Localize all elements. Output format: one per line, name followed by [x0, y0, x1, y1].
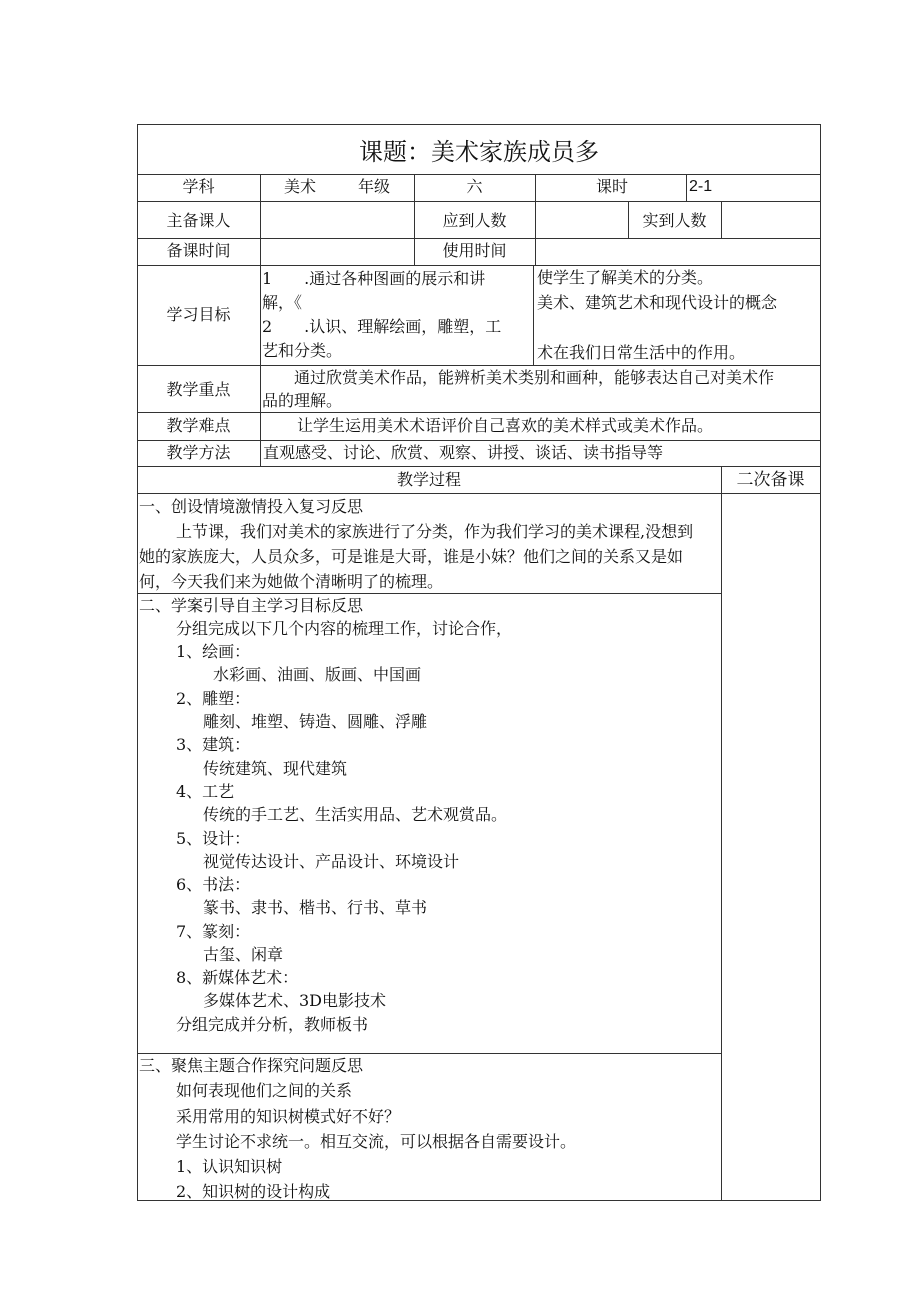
- col-line: [535, 174, 536, 265]
- col-line: [721, 201, 722, 238]
- methods-label: 教学方法: [166, 443, 231, 462]
- period-label: 课时: [596, 177, 629, 196]
- subject-value: 美术: [284, 177, 317, 196]
- objectives-left: [262, 267, 532, 363]
- grade-label: 年级: [358, 177, 391, 196]
- difficulties-label: 教学难点: [166, 416, 231, 435]
- section-line: [137, 1053, 721, 1054]
- section1-line: 上节课，我们对美术的家族进行了分类，作为我们学习的美术课程,没想到: [176, 522, 694, 541]
- section2-item-detail: 篆书、隶书、楷书、行书、草书: [203, 898, 428, 917]
- row-line: [137, 265, 821, 266]
- key-points-label: 教学重点: [166, 380, 231, 399]
- section2-item-head: 8、新媒体艺术：: [176, 968, 299, 987]
- row-line: [137, 238, 821, 239]
- objective-line: 术在我们日常生活中的作用。: [537, 343, 746, 362]
- second-prep-header: 二次备课: [736, 470, 805, 490]
- section-line: [137, 593, 721, 594]
- col-line: [533, 265, 534, 365]
- objective-line: 1 .通过各种图画的展示和讲: [262, 269, 486, 288]
- period-value: 2-1: [689, 178, 713, 195]
- section3-line: 如何表现他们之间的关系: [176, 1081, 353, 1100]
- row-line: [137, 201, 821, 202]
- prep-time-label: 备课时间: [166, 241, 231, 260]
- objective-line: 使学生了解美术的分类。: [537, 268, 714, 287]
- objective-line: 2 .认识、理解绘画，雕塑，工: [262, 317, 502, 336]
- section1-line: 何，今天我们来为她做个清晰明了的梳理。: [139, 572, 444, 591]
- preparer-label: 主备课人: [166, 211, 231, 230]
- section2-item-detail: 雕刻、堆塑、铸造、圆雕、浮雕: [203, 712, 428, 731]
- row-line: [137, 412, 821, 413]
- key-points-line: 通过欣赏美术作品，能辨析美术类别和画种，能够表达自己对美术作: [294, 368, 775, 387]
- section1-line: 她的家族庞大，人员众多，可是谁是大哥，谁是小妹？他们之间的关系又是如: [139, 547, 684, 566]
- section2-item-head: 5、设计：: [176, 829, 251, 848]
- section2-item-detail: 传统建筑、现代建筑: [203, 759, 348, 778]
- section2-item-head: 4、工艺: [176, 782, 235, 801]
- section2-item-detail: 古玺、闲章: [203, 945, 284, 964]
- objective-line: 艺和分类。: [262, 341, 343, 360]
- page-title: 课题：美术家族成员多: [359, 138, 599, 166]
- section2-item-detail: 水彩画、油画、版画、中国画: [213, 665, 422, 684]
- grade-value: 六: [466, 177, 483, 196]
- section2-item-head: 2、雕塑：: [176, 689, 251, 708]
- section2-item-detail: 多媒体艺术、3D电影技术: [203, 991, 387, 1010]
- row-line: [137, 466, 821, 467]
- section3-line: 1、认识知识树: [176, 1157, 283, 1176]
- objective-line: 解，《: [262, 293, 303, 312]
- table-border-top: [137, 124, 821, 125]
- col-line: [721, 466, 722, 1201]
- section2-item-detail: 传统的手工艺、生活实用品、艺术观赏品。: [203, 805, 508, 824]
- section2-item-head: 6、书法：: [176, 875, 251, 894]
- section2-item-head: 3、建筑：: [176, 735, 251, 754]
- process-header: 教学过程: [396, 470, 461, 489]
- section2-intro: 分组完成以下几个内容的梳理工作，讨论合作，: [176, 619, 513, 638]
- table-border-left: [137, 124, 138, 1201]
- section3-line: 学生讨论不求统一。相互交流，可以根据各自需要设计。: [176, 1132, 577, 1151]
- section2-outro: 分组完成并分析，教师板书: [176, 1015, 369, 1034]
- row-line: [137, 493, 821, 494]
- section3-line: 2、知识树的设计构成: [176, 1182, 331, 1201]
- row-line: [137, 365, 821, 366]
- expected-count-label: 应到人数: [442, 211, 507, 230]
- objective-line: 美术、建筑艺术和现代设计的概念: [537, 293, 778, 312]
- table-border-right: [820, 124, 821, 1201]
- methods-text: 直观感受、讨论、欣赏、观察、讲授、谈话、读书指导等: [263, 443, 664, 462]
- section1-heading: 一、创设情境激情投入复习反思: [139, 497, 364, 516]
- section2-item-head: 7、篆刻：: [176, 922, 251, 941]
- section2-heading: 二、学案引导自主学习目标反思: [139, 596, 364, 615]
- objectives-label: 学习目标: [166, 305, 231, 324]
- row-line: [137, 440, 821, 441]
- section2-item-head: 1、绘画：: [176, 642, 251, 661]
- section3-heading: 三、聚焦主题合作探究问题反思: [139, 1056, 364, 1075]
- col-line: [260, 174, 261, 466]
- key-points-line: 品的理解。: [262, 391, 343, 410]
- section3-line: 采用常用的知识树模式好不好？: [176, 1107, 401, 1126]
- section2-item-detail: 视觉传达设计、产品设计、环境设计: [203, 852, 460, 871]
- subject-label: 学科: [182, 177, 215, 196]
- actual-count-label: 实到人数: [642, 211, 707, 230]
- difficulties-text: 让学生运用美术术语评价自己喜欢的美术样式或美术作品。: [297, 416, 714, 435]
- col-line: [686, 174, 687, 201]
- row-line: [137, 174, 821, 175]
- use-time-label: 使用时间: [442, 241, 507, 260]
